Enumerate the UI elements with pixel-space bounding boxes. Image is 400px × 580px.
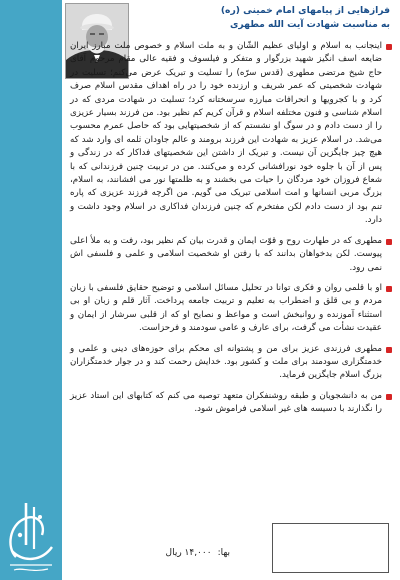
bullet-icon	[386, 44, 392, 50]
paragraph-text: او با قلمی روان و فکری توانا در تحلیل مسائل اسلامی و توضیح حقایق فلسفی با زبان مردم و بی قلق و اضطراب به تعلیم و تربیت جامعه پرداخت. آثار قلم و زبان او بی استثناء آموزنده و روانبخش است و مواعظ و نصایح او که از قلبی سرشار از ایمان و عقیدت نشأت می گرفت، برای عارف و عامی سودمند و فرحزاست.	[70, 282, 382, 334]
bullet-icon	[386, 239, 392, 245]
price-value: ۱۴,۰۰۰ ریال	[165, 548, 212, 558]
stamp-box	[272, 523, 389, 573]
paragraph	[70, 40, 392, 228]
paragraph	[70, 343, 392, 383]
paragraph-text: مطهری فرزندی عزیز برای من و پشتوانه ای محکم برای حوزه‌های دینی و علمی و خدمتگزاری سودمند برای ملت و کشور بود. خدایش رحمت کند و در جوار خدمتگزاران بزرگ اسلام جایگزین فرماید.	[70, 343, 382, 381]
header	[62, 0, 400, 40]
paragraph-text: من به دانشجویان و طبقه روشنفکران متعهد توصیه می کنم که کتابهای این استاد عزیز را نگذارند با دسیسه های غیر اسلامی فراموش شود.	[70, 390, 382, 415]
publisher-logo-icon	[2, 495, 60, 575]
paragraph-text: اینجانب به اسلام و اولیای عظیم الشّان و به ملت اسلام و خصوص ملت مبارز ایران ضایعه اسف انگیز شهید بزرگوار و متفکر و فیلسوف و فقیه عالی مقام مرحوم آقای حاج شیخ مرتضی مطهری (قدس سرّه) را تسلیت و تبریک عرض می‌کنم؛ تسلیت در شهادت شخصیتی که عمر شریف و ارزنده خود را در راه اهداف مقدس اسلام صرف کرد و با کجرویها و انحرافات مبارزه سرسختانه کرد؛ تسلیت در شهادت مردی که در اسلام شناسی و فنون مختلفه اسلام و قرآن کریم کم نظیر بود. من فرزند بسیار عزیزی را از دست دادم و در سوگ او نشستم که از شخصیتهایی بود که حاصل عمرم محسوب می‌شد. در اسلام عزیز به شهادت این فرزند برومند و عالم جاودان ثلمه ای وارد شد که هیچ چیز جایگزین آن نیست. و تبریک از داشتن این شخصیتهای فداکار که در زندگی و پس از آن با جلوه خود نورافشانی کرده و می‌کنند. من در تربیت چنین فرزندانی که با شعاع فروزان خود مردگان را حیات می بخشند و به ظلمتها نور می افشانند، به اسلام، بزرگ مربی انسانها و امت اسلامی تبریک می گویم. من اگرچه فرزند عزیزی که پاره تنم بود از دست دادم لکن مفتخرم که چنین فرزندان فداکاری در اسلام وجود داشت و دارد.	[70, 41, 382, 226]
paragraph	[70, 235, 392, 275]
message-text	[70, 40, 392, 424]
paragraph	[70, 282, 392, 336]
title-line-2: به مناسبت شهادت آیت الله مطهری	[230, 19, 390, 30]
paragraph	[70, 390, 392, 417]
page-title	[180, 4, 390, 32]
bullet-icon	[386, 347, 392, 353]
price-row	[100, 548, 230, 558]
price-label: بها:	[217, 548, 230, 558]
bullet-icon	[386, 286, 392, 292]
paragraph-text: مطهری که در طهارت روح و قوّت ایمان و قدرت بیان کم نظیر بود، رفت و به ملأ اعلی پیوست. لکن بدخواهان بدانند که با رفتن او شخصیت اسلامی و علمی و فلسفی اش نمی رود.	[70, 235, 382, 273]
title-line-1: فرازهایی از پیامهای امام خمینی (ره)	[220, 5, 390, 16]
bullet-icon	[386, 394, 392, 400]
sidebar-band	[0, 0, 62, 580]
